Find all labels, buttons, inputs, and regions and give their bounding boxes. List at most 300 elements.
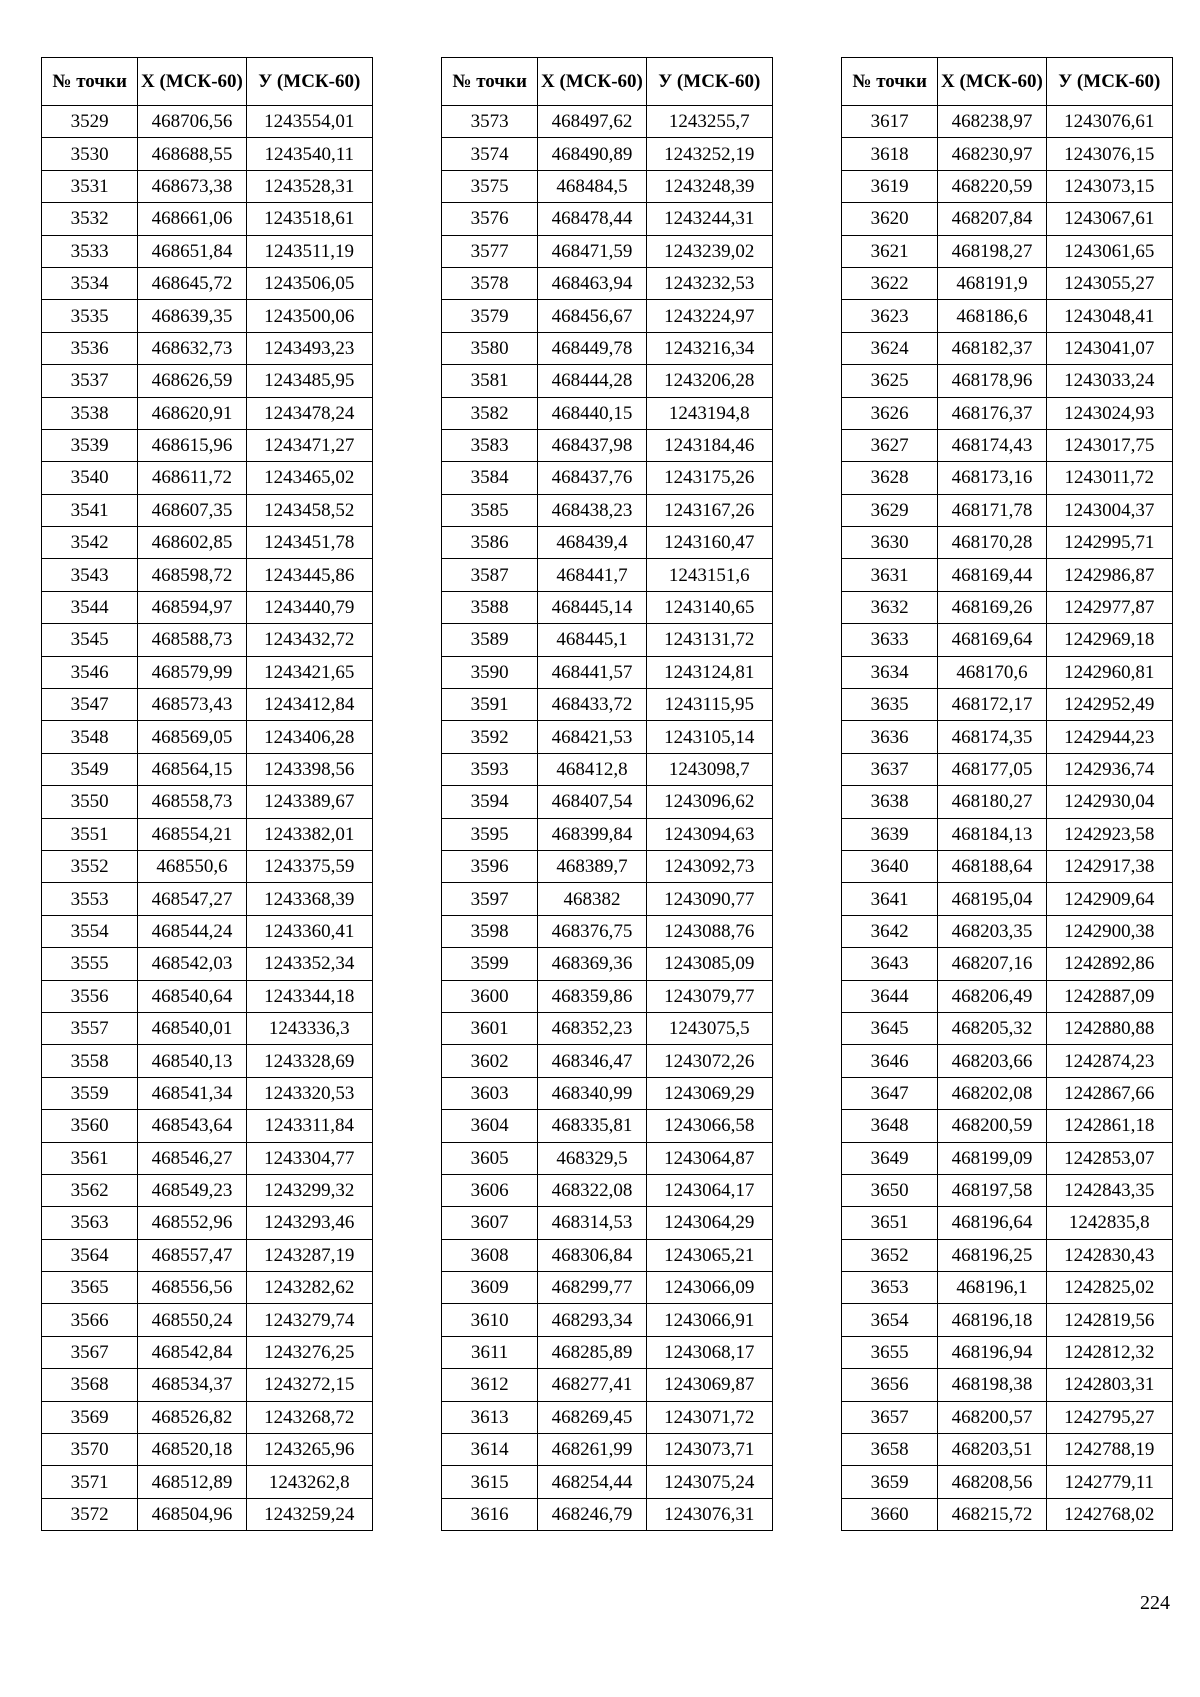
table-row	[842, 1434, 1173, 1466]
cell-x-coordinate: 468206,49	[938, 980, 1046, 1012]
header-y-coordinate: У (МСК-60)	[246, 58, 372, 106]
cell-y-coordinate: 1243344,18	[246, 980, 372, 1012]
cell-x-coordinate: 468186,6	[938, 300, 1046, 332]
table-row	[42, 267, 373, 299]
cell-x-coordinate: 468352,23	[538, 1012, 646, 1044]
table-row	[842, 915, 1173, 947]
table-row	[442, 850, 773, 882]
cell-y-coordinate: 1243478,24	[246, 397, 372, 429]
cell-y-coordinate: 1243287,19	[246, 1239, 372, 1271]
cell-y-coordinate: 1243041,07	[1046, 332, 1172, 364]
table-row	[442, 689, 773, 721]
cell-x-coordinate: 468651,84	[138, 235, 246, 267]
cell-x-coordinate: 468174,35	[938, 721, 1046, 753]
cell-point-number: 3601	[442, 1012, 538, 1044]
cell-point-number: 3554	[42, 915, 138, 947]
table-row	[42, 753, 373, 785]
cell-y-coordinate: 1243064,87	[646, 1142, 772, 1174]
cell-x-coordinate: 468497,62	[538, 106, 646, 138]
cell-y-coordinate: 1243276,25	[246, 1336, 372, 1368]
cell-y-coordinate: 1242835,8	[1046, 1207, 1172, 1239]
cell-x-coordinate: 468564,15	[138, 753, 246, 785]
cell-point-number: 3605	[442, 1142, 538, 1174]
cell-point-number: 3535	[42, 300, 138, 332]
table-row	[442, 494, 773, 526]
page-number: 224	[1140, 1592, 1170, 1614]
table-row	[42, 689, 373, 721]
cell-y-coordinate: 1243282,62	[246, 1272, 372, 1304]
cell-point-number: 3643	[842, 948, 938, 980]
cell-point-number: 3564	[42, 1239, 138, 1271]
table-row	[842, 235, 1173, 267]
cell-point-number: 3570	[42, 1434, 138, 1466]
cell-x-coordinate: 468173,16	[938, 462, 1046, 494]
table-row	[442, 138, 773, 170]
cell-point-number: 3545	[42, 624, 138, 656]
cell-y-coordinate: 1243004,37	[1046, 494, 1172, 526]
cell-point-number: 3550	[42, 786, 138, 818]
cell-y-coordinate: 1243382,01	[246, 818, 372, 850]
cell-y-coordinate: 1243068,17	[646, 1336, 772, 1368]
cell-point-number: 3546	[42, 656, 138, 688]
cell-point-number: 3574	[442, 138, 538, 170]
cell-y-coordinate: 1243167,26	[646, 494, 772, 526]
cell-x-coordinate: 468177,05	[938, 753, 1046, 785]
cell-point-number: 3589	[442, 624, 538, 656]
table-row	[442, 721, 773, 753]
cell-point-number: 3602	[442, 1045, 538, 1077]
table-row	[442, 397, 773, 429]
cell-point-number: 3657	[842, 1401, 938, 1433]
cell-y-coordinate: 1243096,62	[646, 786, 772, 818]
cell-point-number: 3624	[842, 332, 938, 364]
cell-x-coordinate: 468478,44	[538, 203, 646, 235]
cell-x-coordinate: 468615,96	[138, 429, 246, 461]
cell-point-number: 3575	[442, 170, 538, 202]
table-row	[42, 462, 373, 494]
cell-x-coordinate: 468706,56	[138, 106, 246, 138]
cell-y-coordinate: 1243206,28	[646, 365, 772, 397]
cell-x-coordinate: 468547,27	[138, 883, 246, 915]
cell-y-coordinate: 1243066,09	[646, 1272, 772, 1304]
cell-x-coordinate: 468639,35	[138, 300, 246, 332]
cell-y-coordinate: 1243076,31	[646, 1498, 772, 1530]
cell-point-number: 3588	[442, 591, 538, 623]
cell-x-coordinate: 468200,59	[938, 1110, 1046, 1142]
cell-y-coordinate: 1243268,72	[246, 1401, 372, 1433]
cell-point-number: 3597	[442, 883, 538, 915]
cell-y-coordinate: 1243320,53	[246, 1077, 372, 1109]
table-row	[442, 170, 773, 202]
cell-y-coordinate: 1243151,6	[646, 559, 772, 591]
cell-x-coordinate: 468437,98	[538, 429, 646, 461]
cell-y-coordinate: 1243069,29	[646, 1077, 772, 1109]
cell-point-number: 3622	[842, 267, 938, 299]
cell-x-coordinate: 468552,96	[138, 1207, 246, 1239]
cell-y-coordinate: 1242944,23	[1046, 721, 1172, 753]
table-row	[442, 980, 773, 1012]
table-row	[42, 948, 373, 980]
cell-point-number: 3653	[842, 1272, 938, 1304]
cell-x-coordinate: 468456,67	[538, 300, 646, 332]
cell-x-coordinate: 468504,96	[138, 1498, 246, 1530]
table-row	[42, 786, 373, 818]
cell-x-coordinate: 468203,66	[938, 1045, 1046, 1077]
cell-point-number: 3548	[42, 721, 138, 753]
cell-y-coordinate: 1243098,7	[646, 753, 772, 785]
table-header-row	[442, 58, 773, 106]
cell-x-coordinate: 468182,37	[938, 332, 1046, 364]
table-row	[442, 235, 773, 267]
cell-y-coordinate: 1242825,02	[1046, 1272, 1172, 1304]
cell-point-number: 3618	[842, 138, 938, 170]
cell-y-coordinate: 1242969,18	[1046, 624, 1172, 656]
table-row	[42, 980, 373, 1012]
table-row	[442, 818, 773, 850]
cell-x-coordinate: 468172,17	[938, 689, 1046, 721]
cell-x-coordinate: 468306,84	[538, 1239, 646, 1271]
cell-y-coordinate: 1243352,34	[246, 948, 372, 980]
table-row	[442, 1239, 773, 1271]
cell-x-coordinate: 468254,44	[538, 1466, 646, 1498]
table-row	[842, 624, 1173, 656]
cell-y-coordinate: 1242843,35	[1046, 1174, 1172, 1206]
cell-point-number: 3529	[42, 106, 138, 138]
cell-x-coordinate: 468299,77	[538, 1272, 646, 1304]
cell-x-coordinate: 468444,28	[538, 365, 646, 397]
cell-y-coordinate: 1243073,71	[646, 1434, 772, 1466]
coordinates-table-2	[441, 57, 773, 1531]
table-row	[442, 1434, 773, 1466]
table-row	[842, 429, 1173, 461]
cell-point-number: 3551	[42, 818, 138, 850]
cell-point-number: 3533	[42, 235, 138, 267]
cell-y-coordinate: 1243412,84	[246, 689, 372, 721]
cell-y-coordinate: 1242788,19	[1046, 1434, 1172, 1466]
cell-x-coordinate: 468314,53	[538, 1207, 646, 1239]
cell-x-coordinate: 468688,55	[138, 138, 246, 170]
table-row	[842, 1142, 1173, 1174]
cell-x-coordinate: 468607,35	[138, 494, 246, 526]
cell-y-coordinate: 1243075,5	[646, 1012, 772, 1044]
cell-point-number: 3607	[442, 1207, 538, 1239]
cell-x-coordinate: 468645,72	[138, 267, 246, 299]
cell-point-number: 3634	[842, 656, 938, 688]
cell-point-number: 3539	[42, 429, 138, 461]
cell-x-coordinate: 468540,13	[138, 1045, 246, 1077]
cell-point-number: 3565	[42, 1272, 138, 1304]
table-row	[842, 397, 1173, 429]
cell-y-coordinate: 1243368,39	[246, 883, 372, 915]
cell-x-coordinate: 468445,1	[538, 624, 646, 656]
cell-y-coordinate: 1243069,87	[646, 1369, 772, 1401]
table-row	[442, 753, 773, 785]
cell-y-coordinate: 1242853,07	[1046, 1142, 1172, 1174]
cell-x-coordinate: 468534,37	[138, 1369, 246, 1401]
cell-y-coordinate: 1243239,02	[646, 235, 772, 267]
cell-y-coordinate: 1243506,05	[246, 267, 372, 299]
cell-point-number: 3613	[442, 1401, 538, 1433]
cell-y-coordinate: 1243194,8	[646, 397, 772, 429]
table-row	[42, 656, 373, 688]
cell-x-coordinate: 468632,73	[138, 332, 246, 364]
cell-x-coordinate: 468261,99	[538, 1434, 646, 1466]
table-row	[442, 1077, 773, 1109]
cell-y-coordinate: 1243265,96	[246, 1434, 372, 1466]
cell-y-coordinate: 1242830,43	[1046, 1239, 1172, 1271]
table-row	[442, 1401, 773, 1433]
cell-point-number: 3567	[42, 1336, 138, 1368]
table-row	[42, 1498, 373, 1530]
cell-y-coordinate: 1243465,02	[246, 462, 372, 494]
cell-point-number: 3555	[42, 948, 138, 980]
cell-x-coordinate: 468269,45	[538, 1401, 646, 1433]
table-row	[842, 1401, 1173, 1433]
cell-point-number: 3617	[842, 106, 938, 138]
table-row	[42, 1272, 373, 1304]
cell-y-coordinate: 1242923,58	[1046, 818, 1172, 850]
cell-y-coordinate: 1243072,26	[646, 1045, 772, 1077]
cell-y-coordinate: 1242887,09	[1046, 980, 1172, 1012]
cell-x-coordinate: 468376,75	[538, 915, 646, 947]
cell-y-coordinate: 1243131,72	[646, 624, 772, 656]
cell-x-coordinate: 468611,72	[138, 462, 246, 494]
cell-y-coordinate: 1243293,46	[246, 1207, 372, 1239]
cell-y-coordinate: 1242930,04	[1046, 786, 1172, 818]
table-row	[442, 1207, 773, 1239]
table-row	[42, 1174, 373, 1206]
table-row	[442, 1174, 773, 1206]
cell-y-coordinate: 1243066,58	[646, 1110, 772, 1142]
cell-y-coordinate: 1243092,73	[646, 850, 772, 882]
cell-y-coordinate: 1243500,06	[246, 300, 372, 332]
cell-x-coordinate: 468171,78	[938, 494, 1046, 526]
cell-y-coordinate: 1242803,31	[1046, 1369, 1172, 1401]
table-row	[42, 527, 373, 559]
cell-y-coordinate: 1243232,53	[646, 267, 772, 299]
table-row	[842, 753, 1173, 785]
cell-y-coordinate: 1242812,32	[1046, 1336, 1172, 1368]
cell-x-coordinate: 468346,47	[538, 1045, 646, 1077]
cell-point-number: 3660	[842, 1498, 938, 1530]
cell-x-coordinate: 468433,72	[538, 689, 646, 721]
table-row	[442, 462, 773, 494]
table-row	[442, 1369, 773, 1401]
cell-x-coordinate: 468439,4	[538, 527, 646, 559]
table-row	[842, 1369, 1173, 1401]
cell-x-coordinate: 468178,96	[938, 365, 1046, 397]
table-row	[842, 786, 1173, 818]
cell-x-coordinate: 468399,84	[538, 818, 646, 850]
table-row	[842, 948, 1173, 980]
table-row	[42, 721, 373, 753]
cell-y-coordinate: 1243272,15	[246, 1369, 372, 1401]
cell-point-number: 3652	[842, 1239, 938, 1271]
table-row	[842, 332, 1173, 364]
table-row	[842, 1207, 1173, 1239]
cell-x-coordinate: 468421,53	[538, 721, 646, 753]
cell-x-coordinate: 468200,57	[938, 1401, 1046, 1433]
cell-point-number: 3566	[42, 1304, 138, 1336]
table-row	[842, 850, 1173, 882]
cell-x-coordinate: 468550,6	[138, 850, 246, 882]
cell-y-coordinate: 1243493,23	[246, 332, 372, 364]
table-row	[842, 1174, 1173, 1206]
cell-y-coordinate: 1242995,71	[1046, 527, 1172, 559]
cell-x-coordinate: 468198,38	[938, 1369, 1046, 1401]
cell-y-coordinate: 1243064,29	[646, 1207, 772, 1239]
cell-point-number: 3645	[842, 1012, 938, 1044]
cell-x-coordinate: 468554,21	[138, 818, 246, 850]
table-row	[842, 591, 1173, 623]
cell-y-coordinate: 1243079,77	[646, 980, 772, 1012]
cell-y-coordinate: 1243105,14	[646, 721, 772, 753]
cell-x-coordinate: 468322,08	[538, 1174, 646, 1206]
cell-y-coordinate: 1243065,21	[646, 1239, 772, 1271]
table-row	[42, 1110, 373, 1142]
cell-x-coordinate: 468382	[538, 883, 646, 915]
cell-point-number: 3625	[842, 365, 938, 397]
cell-y-coordinate: 1243064,17	[646, 1174, 772, 1206]
cell-point-number: 3632	[842, 591, 938, 623]
cell-point-number: 3537	[42, 365, 138, 397]
cell-y-coordinate: 1243262,8	[246, 1466, 372, 1498]
cell-y-coordinate: 1243279,74	[246, 1304, 372, 1336]
cell-point-number: 3579	[442, 300, 538, 332]
cell-y-coordinate: 1242977,87	[1046, 591, 1172, 623]
cell-point-number: 3614	[442, 1434, 538, 1466]
cell-point-number: 3541	[42, 494, 138, 526]
cell-y-coordinate: 1243485,95	[246, 365, 372, 397]
cell-point-number: 3629	[842, 494, 938, 526]
table-row	[42, 883, 373, 915]
cell-x-coordinate: 468170,28	[938, 527, 1046, 559]
cell-y-coordinate: 1243017,75	[1046, 429, 1172, 461]
cell-x-coordinate: 468329,5	[538, 1142, 646, 1174]
table-row	[42, 1239, 373, 1271]
table-row	[842, 494, 1173, 526]
cell-point-number: 3553	[42, 883, 138, 915]
cell-y-coordinate: 1243259,24	[246, 1498, 372, 1530]
cell-y-coordinate: 1243299,32	[246, 1174, 372, 1206]
cell-point-number: 3576	[442, 203, 538, 235]
cell-point-number: 3644	[842, 980, 938, 1012]
cell-point-number: 3592	[442, 721, 538, 753]
cell-y-coordinate: 1242795,27	[1046, 1401, 1172, 1433]
table-row	[442, 332, 773, 364]
cell-x-coordinate: 468369,36	[538, 948, 646, 980]
table-row	[442, 1045, 773, 1077]
cell-point-number: 3649	[842, 1142, 938, 1174]
table-row	[842, 818, 1173, 850]
table-row	[442, 1304, 773, 1336]
cell-x-coordinate: 468441,57	[538, 656, 646, 688]
table-row	[442, 300, 773, 332]
table-row	[842, 267, 1173, 299]
table-row	[842, 721, 1173, 753]
cell-x-coordinate: 468557,47	[138, 1239, 246, 1271]
cell-point-number: 3608	[442, 1239, 538, 1271]
cell-y-coordinate: 1243511,19	[246, 235, 372, 267]
table-row	[442, 1110, 773, 1142]
cell-x-coordinate: 468196,94	[938, 1336, 1046, 1368]
cell-x-coordinate: 468389,7	[538, 850, 646, 882]
table-row	[42, 138, 373, 170]
table-row	[442, 267, 773, 299]
cell-x-coordinate: 468673,38	[138, 170, 246, 202]
cell-x-coordinate: 468196,1	[938, 1272, 1046, 1304]
cell-point-number: 3581	[442, 365, 538, 397]
table-row	[42, 1466, 373, 1498]
cell-y-coordinate: 1242861,18	[1046, 1110, 1172, 1142]
cell-point-number: 3591	[442, 689, 538, 721]
table-row	[42, 1207, 373, 1239]
cell-x-coordinate: 468661,06	[138, 203, 246, 235]
cell-point-number: 3646	[842, 1045, 938, 1077]
cell-y-coordinate: 1242880,88	[1046, 1012, 1172, 1044]
table-row	[442, 1336, 773, 1368]
cell-y-coordinate: 1243471,27	[246, 429, 372, 461]
cell-y-coordinate: 1243398,56	[246, 753, 372, 785]
cell-y-coordinate: 1243445,86	[246, 559, 372, 591]
cell-point-number: 3598	[442, 915, 538, 947]
table-row	[442, 656, 773, 688]
cell-point-number: 3584	[442, 462, 538, 494]
header-y-coordinate: У (МСК-60)	[1046, 58, 1172, 106]
cell-x-coordinate: 468602,85	[138, 527, 246, 559]
table-row	[442, 591, 773, 623]
cell-x-coordinate: 468205,32	[938, 1012, 1046, 1044]
cell-point-number: 3636	[842, 721, 938, 753]
cell-y-coordinate: 1243451,78	[246, 527, 372, 559]
coordinates-table-1	[41, 57, 373, 1531]
cell-y-coordinate: 1242768,02	[1046, 1498, 1172, 1530]
cell-x-coordinate: 468170,6	[938, 656, 1046, 688]
cell-point-number: 3542	[42, 527, 138, 559]
cell-y-coordinate: 1243224,97	[646, 300, 772, 332]
table-row	[442, 559, 773, 591]
table-row	[442, 106, 773, 138]
header-point-number: № точки	[42, 58, 138, 106]
cell-x-coordinate: 468169,44	[938, 559, 1046, 591]
cell-x-coordinate: 468184,13	[938, 818, 1046, 850]
cell-y-coordinate: 1242936,74	[1046, 753, 1172, 785]
cell-x-coordinate: 468558,73	[138, 786, 246, 818]
table-row	[442, 527, 773, 559]
cell-y-coordinate: 1243518,61	[246, 203, 372, 235]
cell-point-number: 3639	[842, 818, 938, 850]
table-row	[842, 559, 1173, 591]
cell-point-number: 3600	[442, 980, 538, 1012]
cell-y-coordinate: 1243540,11	[246, 138, 372, 170]
cell-point-number: 3549	[42, 753, 138, 785]
cell-point-number: 3630	[842, 527, 938, 559]
cell-point-number: 3604	[442, 1110, 538, 1142]
cell-point-number: 3569	[42, 1401, 138, 1433]
header-point-number: № точки	[842, 58, 938, 106]
cell-x-coordinate: 468471,59	[538, 235, 646, 267]
cell-point-number: 3609	[442, 1272, 538, 1304]
table-row	[842, 1077, 1173, 1109]
cell-x-coordinate: 468169,26	[938, 591, 1046, 623]
cell-point-number: 3536	[42, 332, 138, 364]
cell-x-coordinate: 468196,25	[938, 1239, 1046, 1271]
cell-x-coordinate: 468598,72	[138, 559, 246, 591]
cell-point-number: 3648	[842, 1110, 938, 1142]
cell-point-number: 3552	[42, 850, 138, 882]
table-row	[442, 948, 773, 980]
table-row	[42, 1012, 373, 1044]
